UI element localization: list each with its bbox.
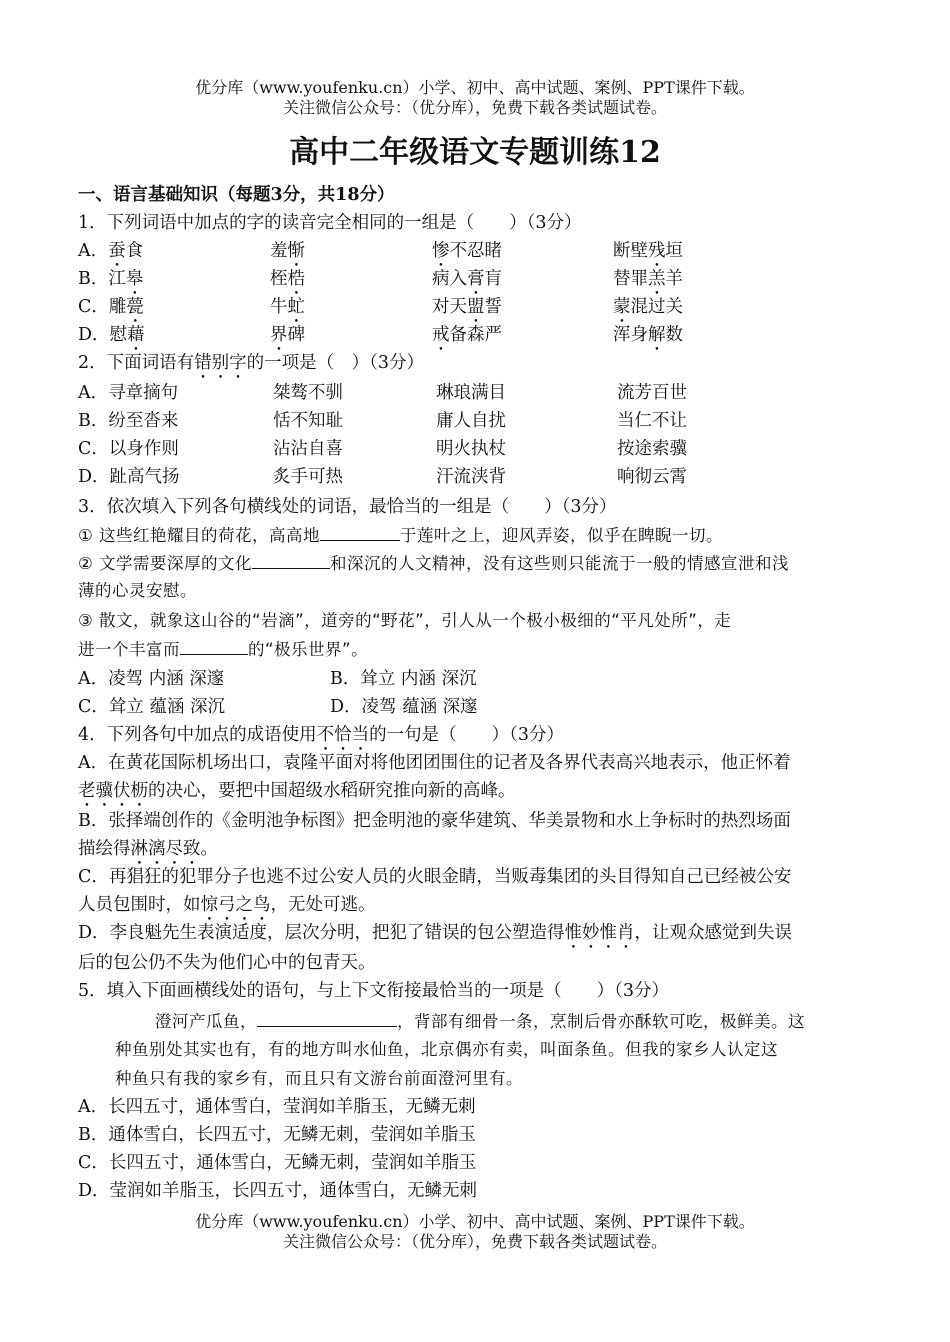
q1-stem: 1．下列词语中加点的字的读音完全相同的一组是（ ）（3分） [78, 213, 582, 233]
section-heading: 一、语言基础知识（每题3分，共18分） [78, 185, 395, 205]
q3-option-a: A．凌驾 内涵 深邃 [78, 669, 225, 689]
q3-option-c: C．耸立 蕴涵 深沉 [78, 697, 226, 717]
q3-stem: 3．依次填入下列各句横线处的词语，最恰当的一组是（ ）（3分） [78, 497, 617, 517]
q4-option-b: B．张择端创作的《金明池争标图》把金明池的豪华建筑、华美景物和水上争标时的热烈场面 [78, 811, 791, 831]
q3-sentence-3: ③ 散文，就象这山谷的“岩滴”，道旁的“野花”，引人从一个极小极细的“平凡处所”，走 [78, 611, 732, 630]
q5-option-b: B．通体雪白，长四五寸，无鳞无刺，莹润如羊脂玉 [78, 1125, 476, 1145]
footer-line-2: 关注微信公众号：（优分库），免费下载各类试题试卷。 [282, 1232, 667, 1251]
q4-option-c: C．再猖狂的犯罪分子也逃不过公安人员的火眼金睛，当贩毒集团的头目得知自己已经被公安 [78, 867, 792, 887]
header-line-1: 优分库（www.youfenku.cn）小学、初中、高中试题、案例、PPT课件下载。 [195, 78, 755, 97]
q3-option-b: B．耸立 内涵 深沉 [330, 669, 477, 689]
blank-line [257, 1008, 397, 1027]
q4-option-a: A．在黄花国际机场出口，袁隆平面对将他团团围住的记者及各界代表高兴地表示，他正怀着 [78, 753, 791, 773]
footer-line-1: 优分库（www.youfenku.cn）小学、初中、高中试题、案例、PPT课件下载。 [195, 1212, 755, 1231]
blank-line [320, 522, 400, 541]
q5-passage-line-3: 种鱼只有我的家乡有，而且只有文游台前面澄河里有。 [115, 1069, 523, 1088]
q4-option-d: D．李良魁先生表演适度，层次分明，把犯了错误的包公塑造得惟妙惟肖，让观众感觉到失误 [78, 923, 793, 943]
page-title: 高中二年级语文专题训练12 [289, 135, 661, 170]
q5-passage-line-2: 种鱼别处其实也有，有的地方叫水仙鱼，北京偶亦有卖，叫面条鱼。但我的家乡人认定这 [115, 1040, 778, 1059]
blank-line [252, 550, 330, 569]
q5-option-d: D．莹润如羊脂玉，长四五寸，通体雪白，无鳞无刺 [78, 1181, 478, 1201]
q3-sentence-1: ① 这些红艳耀目的荷花，高高地 于莲叶之上，迎风弄姿，似乎在睥睨一切。 [78, 522, 723, 549]
q3-option-d: D．凌驾 蕴涵 深邃 [330, 697, 478, 717]
q4-option-d-cont: 后的包公仍不失为他们心中的包青天。 [78, 953, 376, 973]
q3-sentence-2-cont: 薄的心灵安慰。 [78, 581, 197, 600]
header-line-2: 关注微信公众号：（优分库），免费下载各类试题试卷。 [282, 98, 667, 117]
q3-sentence-2: ② 文学需要深厚的文化 和深沉的人文精神，没有这些则只能流于一般的情感宣泄和浅 [78, 550, 789, 577]
q5-option-a: A．长四五寸，通体雪白，莹润如羊脂玉，无鳞无刺 [78, 1097, 476, 1117]
q2-stem: 2．下面词语有错别字的一项是（ ）（3分） [78, 353, 425, 373]
q4-option-c-cont: 人员包围时，如惊弓之鸟，无处可逃。 [78, 895, 376, 915]
q5-passage-line-1: 澄河产瓜鱼， ，背部有细骨一条，烹制后骨亦酥软可吃，极鲜美。这 [155, 1008, 805, 1035]
blank-line [180, 636, 248, 655]
q4-option-a-cont: 老骥伏枥的决心，要把中国超级水稻研究推向新的高峰。 [78, 781, 516, 801]
q4-stem: 4．下列各句中加点的成语使用不恰当的一句是（ ）（3分） [78, 725, 565, 745]
q3-sentence-3-cont: 进一个丰富而 的“极乐世界”。 [78, 636, 368, 663]
q4-option-b-cont: 描绘得淋漓尽致。 [78, 839, 218, 859]
q5-stem: 5．填入下面画横线处的语句，与上下文衔接最恰当的一项是（ ）（3分） [78, 981, 670, 1001]
q5-option-c: C．长四五寸，通体雪白，无鳞无刺，莹润如羊脂玉 [78, 1153, 477, 1173]
